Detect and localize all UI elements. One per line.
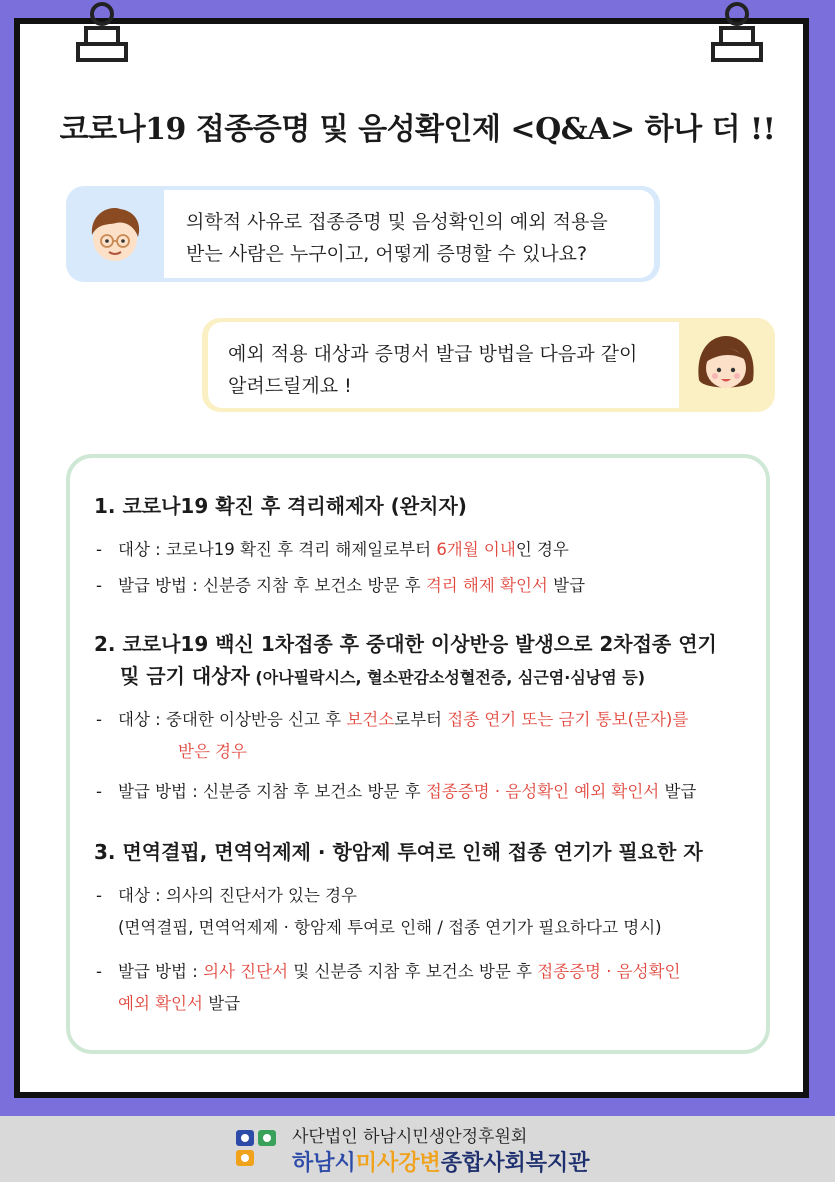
footer bbox=[0, 1116, 835, 1182]
section-1-title: 1. 코로나19 확진 후 격리해제자 (완치자) bbox=[94, 494, 467, 518]
binder-clip-icon bbox=[707, 0, 767, 64]
section-2-target: - 대상 : 중대한 이상반응 신고 후 보건소로부터 접종 연기 또는 금기 통보(문자)를 받은 경우 bbox=[96, 710, 689, 761]
section-3-target: - 대상 : 의사의 진단서가 있는 경우 (면역결핍, 면역억제제 · 항암제 투여로 인해 / 접종 연기가 필요하다고 명시) bbox=[96, 886, 662, 937]
qa-card bbox=[66, 454, 770, 1054]
answer-text bbox=[208, 322, 679, 408]
section-3-title: 3. 면역결핍, 면역억제제 · 항암제 투여로 인해 접종 연기가 필요한 자 bbox=[94, 840, 703, 864]
question-line: 받는 사람은 누구이고, 어떻게 증명할 수 있나요? bbox=[186, 243, 588, 265]
answer-bubble bbox=[202, 318, 775, 412]
page-title: 코로나19 접종증명 및 음성확인제 <Q&A> 하나 더 !! bbox=[59, 112, 776, 147]
question-line: 의학적 사유로 접종증명 및 음성확인의 예외 적용을 bbox=[186, 211, 608, 233]
section-3-method: - 발급 방법 : 의사 진단서 및 신분증 지참 후 보건소 방문 후 접종증명 · 음성확인 예외 확인서 발급 bbox=[96, 962, 681, 1013]
boy-avatar-icon bbox=[80, 199, 150, 269]
organization-name: 하남시미사강변종합사회복지관 bbox=[292, 1151, 590, 1176]
organization-logo-icon bbox=[234, 1126, 280, 1172]
section-2-title: 2. 코로나19 백신 1차접종 후 중대한 이상반응 발생으로 2차접종 연기 및 금기 대상자 (아나필락시스, 혈소판감소성혈전증, 심근염·심낭염 등) bbox=[94, 632, 717, 688]
organization-subtitle: 사단법인 하남시민생안정후원회 bbox=[292, 1127, 528, 1147]
section-1-method: - 발급 방법 : 신분증 지참 후 보건소 방문 후 격리 해제 확인서 발급 bbox=[96, 576, 586, 595]
binder-clip-icon bbox=[72, 0, 132, 64]
question-text bbox=[164, 190, 654, 278]
section-1-target: - 대상 : 코로나19 확진 후 격리 해제일로부터 6개월 이내인 경우 bbox=[96, 540, 569, 559]
answer-line: 예외 적용 대상과 증명서 발급 방법을 다음과 같이 bbox=[228, 343, 638, 365]
girl-avatar-icon bbox=[691, 330, 761, 400]
question-bubble bbox=[66, 186, 660, 282]
answer-line: 알려드릴게요 ! bbox=[228, 375, 352, 397]
section-2-method: - 발급 방법 : 신분증 지참 후 보건소 방문 후 접종증명 · 음성확인 예외 확인서 발급 bbox=[96, 782, 697, 801]
